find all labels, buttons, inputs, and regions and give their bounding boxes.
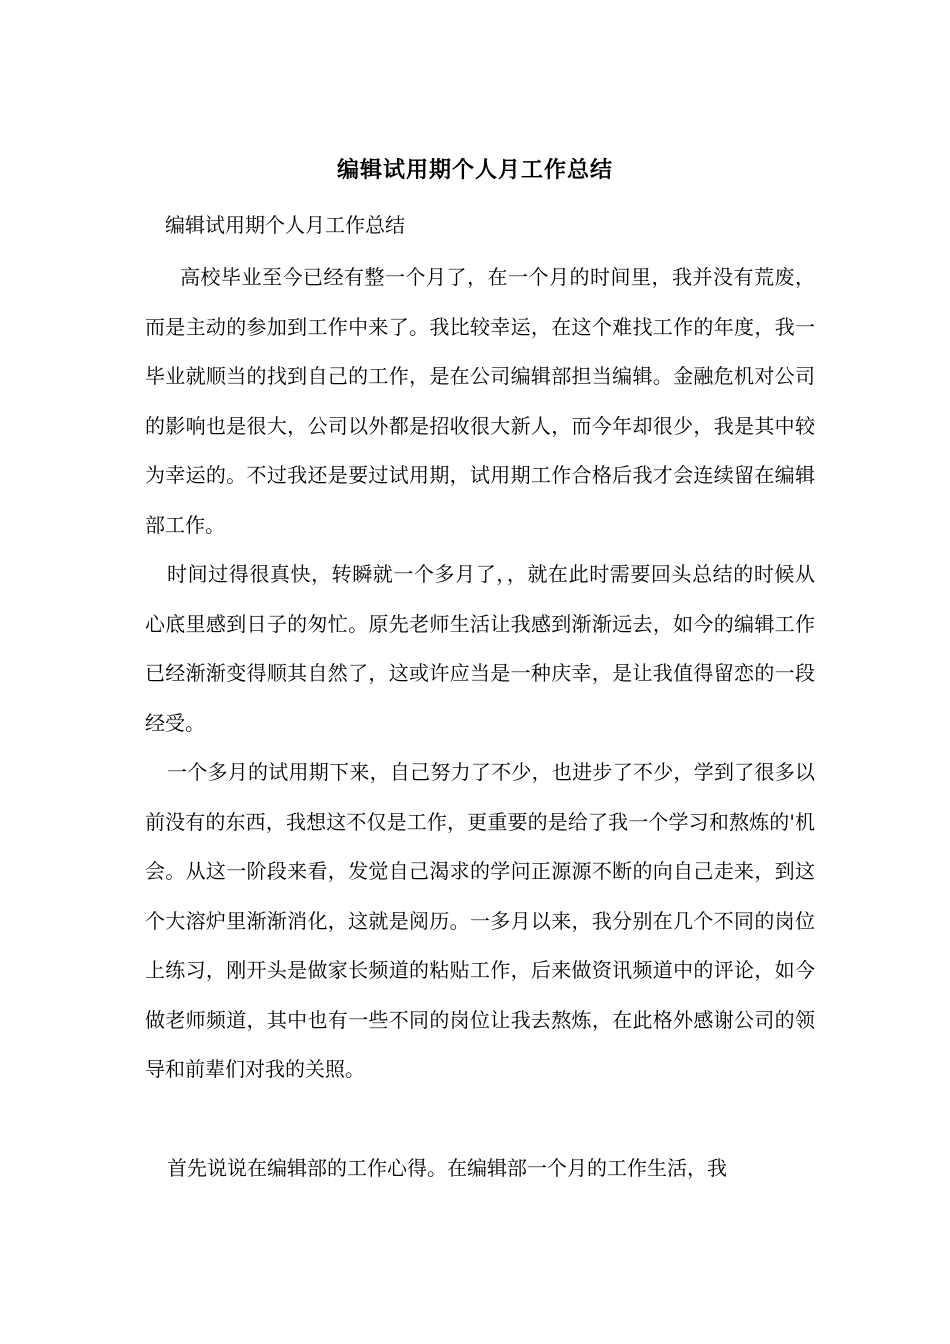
- paragraph-1: 高校毕业至今已经有整一个月了，在一个月的时间里，我并没有荒废，而是主动的参加到工作中来了。我比较幸运，在这个难找工作的年度，我一毕业就顺当的找到自己的工作，是在公司编辑部担当编辑。金融危机对公司的影响也是很大，公司以外都是招收很大新人，而今年却很少，我是其中较为幸运的。不过我还是要过试用期，试用期工作合格后我才会连续留在编辑部工作。: [145, 265, 815, 537]
- paragraph-4: 首先说说在编辑部的工作心得。在编辑部一个月的工作生活，我: [167, 1156, 727, 1180]
- paragraph-2: 时间过得很真快，转瞬就一个多月了，，就在此时需要回头总结的时候从心底里感到日子的匆忙。原先老师生活让我感到渐渐远去，如今的编辑工作已经渐渐变得顺其自然了，这或许应当是一种庆幸，是让我值得留恋的一段经受。: [145, 562, 815, 735]
- document-title: 编辑试用期个人月工作总结: [336, 157, 613, 183]
- paragraph-3: 一个多月的试用期下来，自己努力了不少，也进步了不少，学到了很多以前没有的东西，我想这不仅是工作，更重要的是给了我一个学习和熬炼的'机会。从这一阶段来看，发觉自己渴求的学问正源源不断的向自己走来，到这个大溶炉里渐渐消化，这就是阅历。一多月以来，我分别在几个不同的岗位上练习，刚开头是做家长频道的粘贴工作，后来做资讯频道中的评论，如今做老师频道，其中也有一些不同的岗位让我去熬炼，在此格外感谢公司的领导和前辈们对我的关照。: [145, 760, 815, 1081]
- document-subtitle: 编辑试用期个人月工作总结: [165, 213, 405, 237]
